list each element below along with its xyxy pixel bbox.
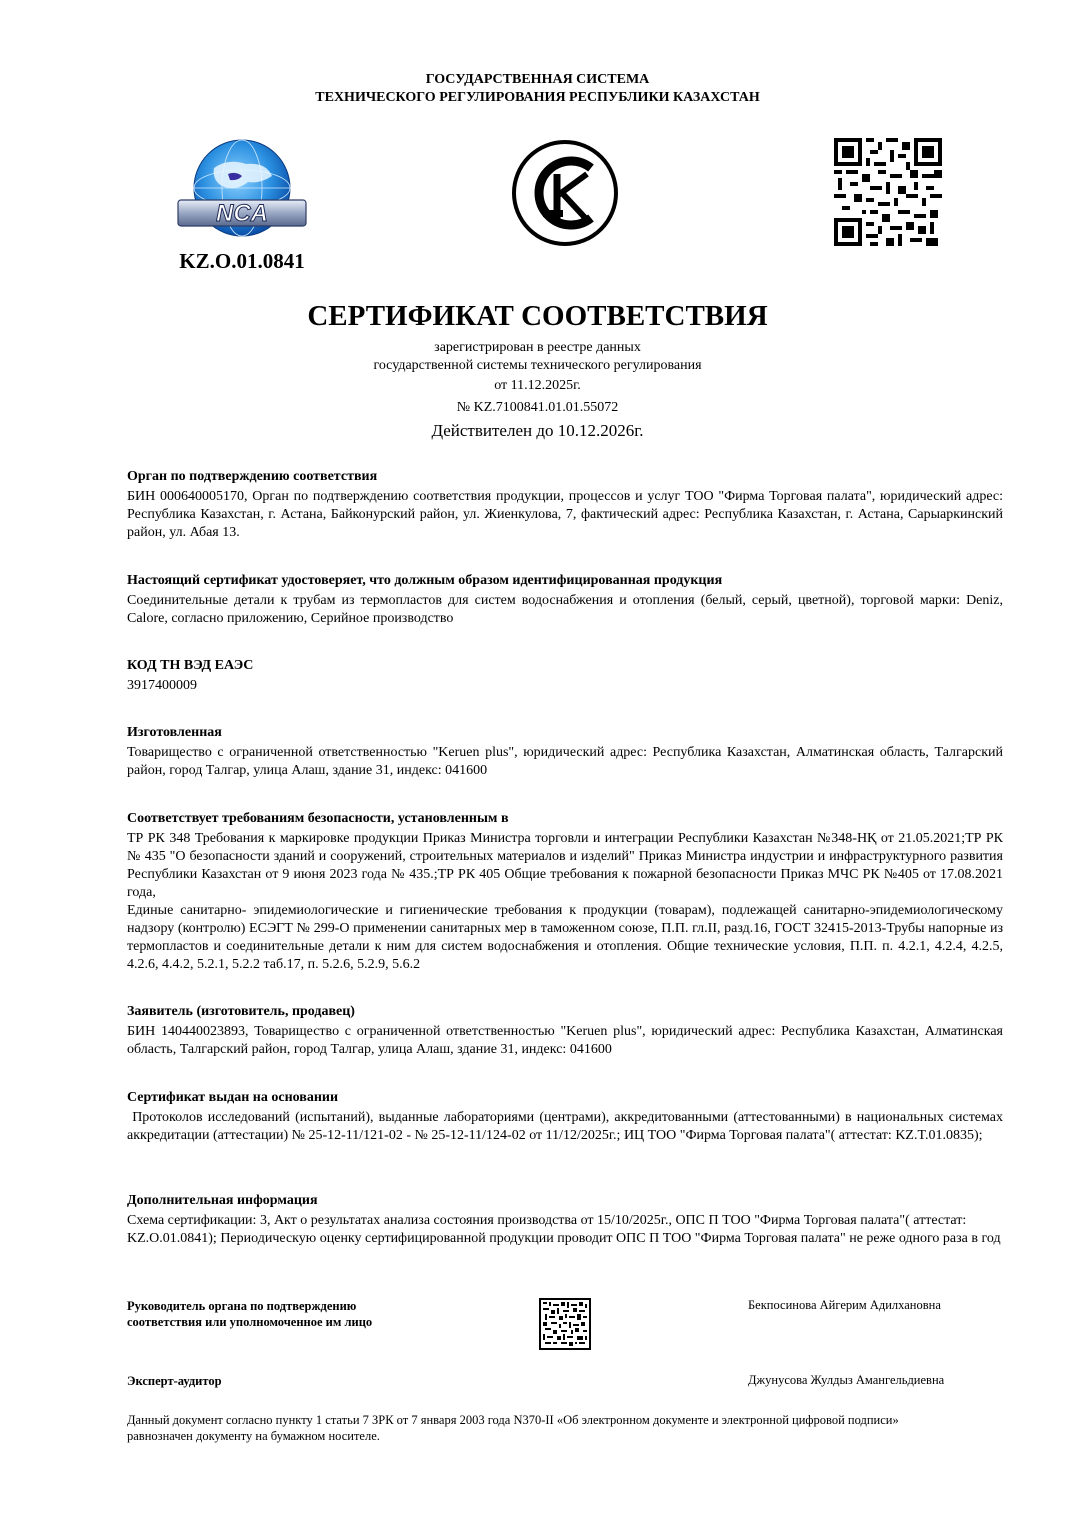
section-title: Соответствует требованиям безопасности, установленным в [127,811,509,826]
head-signature-name: Бекпосинова Айгерим Адилхановна [748,1298,941,1312]
section-title: Орган по подтверждению соответствия [127,469,378,484]
kz-mark-icon [511,138,619,248]
qr-code-icon[interactable] [834,138,942,246]
svg-text:NCA: NCA [216,200,268,227]
head-signature-label: Руководитель органа по подтверждению соответствия или уполномоченное им лицо [127,1299,373,1329]
section-title: КОД ТН ВЭД ЕАЭС [127,658,254,673]
section-additional-info [127,1193,1003,1248]
certificate-number: № KZ.7100841.01.01.55072 [456,400,619,415]
section-certification-body [127,469,1003,542]
section-title: Сертификат выдан на основании [127,1090,339,1105]
section-title: Настоящий сертификат удостоверяет, что должным образом идентифицированная продукция [127,573,723,588]
section-basis [127,1090,1007,1145]
registry-line-1: зарегистрирован в реестре данных [434,340,641,355]
legal-footer-note: Данный документ согласно пункту 1 статьи 7 ЗРК от 7 января 2003 года N370-II «Об электронном документе и электронной цифровой подписи» равнозначен документу на бумажном носителе. [127,1413,899,1443]
header-line-1: ГОСУДАРСТВЕННАЯ СИСТЕМА [425,72,650,87]
section-body: Товарищество с ограниченной ответственностью "Keruen plus", юридический адрес: Республика Казахстан, Алматинская область, Талгарский район, город Талгар, улица Алаш, здание 31, индекс: 041600 [127,745,1003,778]
section-body: ТР РК 348 Требования к маркировке продукции Приказ Министра торговли и интеграции Республики Казахстан №348-НҚ от 21.05.2021;ТР РК № 435 "О безопасности зданий и сооружений, строительных материалов и изделий" Приказ Министра индустрии и инфраструктурного развития Республики Казахстан от 9 июня 2023 года № 435.;ТР РК 405 Общие требования к пожарной безопасности Приказ МЧС РК №405 от 17.08.2021 года, [127,831,1003,900]
section-requirements [127,811,1003,974]
accreditation-code: KZ.O.01.0841 [179,249,305,273]
signature-qr-icon[interactable] [539,1298,591,1350]
section-title: Дополнительная информация [127,1193,318,1208]
validity-date: Действителен до 10.12.2026г. [431,421,644,440]
section-body-continued: Единые санитарно- эпидемиологические и гигиенические требования к продукции (товарам), подлежащей санитарно-эпидемиологическому надзору (контролю) ЕСЭГТ № 299-О применении санитарных мер в таможенном союзе, П.П. гл.II, разд.16, ГОСТ 32415-2013-Трубы напорные из термопластов и соединительные детали к ним для систем водоснабжения и отопления. Общие технические условия, П.П. п. 4.2.1, 4.2.4, 4.2.5, 4.2.6, 4.4.2, 5.2.1, 5.2.2 таб.17, п. 5.2.6, 5.2.9, 5.6.2 [127,903,1003,972]
section-product [127,573,1003,628]
section-hs-code [127,658,1003,695]
section-body: Протоколов исследований (испытаний), выданные лабораториями (центрами), аккредитованными (аттестованными) в национальных системах аккредитации (аттестации) № 25-12-11/121-02 - № 25-12-11/124-02 от 11/12/2025г.; ИЦ ТОО "Фирма Торговая палата"( аттестат: KZ.T.01.0835); [127,1110,1007,1143]
expert-signature-label: Эксперт-аудитор [127,1374,222,1388]
registration-date: от 11.12.2025г. [494,378,581,393]
expert-signature-name: Джунусова Жулдыз Амангельдиевна [748,1373,945,1387]
section-body: Схема сертификации: 3, Акт о результатах анализа состояния производства от 15/10/2025г., ОПС П ТОО "Фирма Торговая палата"( аттестат: KZ.O.01.0841); Периодическую оценку сертифицированной продукции проводит ОПС П ТОО "Фирма Торговая палата" не реже одного раза в год [127,1213,1001,1246]
section-body: БИН 000640005170, Орган по подтверждению соответствия продукции, процессов и услуг ТОО "Фирма Торговая палата", юридический адрес: Республика Казахстан, г. Астана, Байконурский район, ул. Жиенкулова, 7, фактический адрес: Республика Казахстан, г. Астана, Сарыаркинский район, ул. Абая 13. [127,489,1003,540]
nca-logo-icon [176,138,308,250]
registry-line-2: государственной системы технического регулирования [373,358,702,373]
section-body: 3917400009 [127,678,197,693]
certificate-title: СЕРТИФИКАТ СООТВЕТСТВИЯ [307,300,768,332]
section-manufacturer [127,725,1003,780]
section-title: Изготовленная [127,725,222,740]
header-line-2: ТЕХНИЧЕСКОГО РЕГУЛИРОВАНИЯ РЕСПУБЛИКИ КАЗАХСТАН [315,90,760,105]
section-body: Соединительные детали к трубам из термопластов для систем водоснабжения и отопления (белый, серый, цветной), торговой марки: Deniz, Calore, согласно приложению, Серийное производство [127,593,1003,626]
section-applicant [127,1004,1003,1059]
section-body: БИН 140440023893, Товарищество с ограниченной ответственностью "Keruen plus", юридический адрес: Республика Казахстан, Алматинская область, Талгарский район, город Талгар, улица Алаш, здание 31, индекс: 041600 [127,1024,1003,1057]
section-title: Заявитель (изготовитель, продавец) [127,1004,355,1019]
